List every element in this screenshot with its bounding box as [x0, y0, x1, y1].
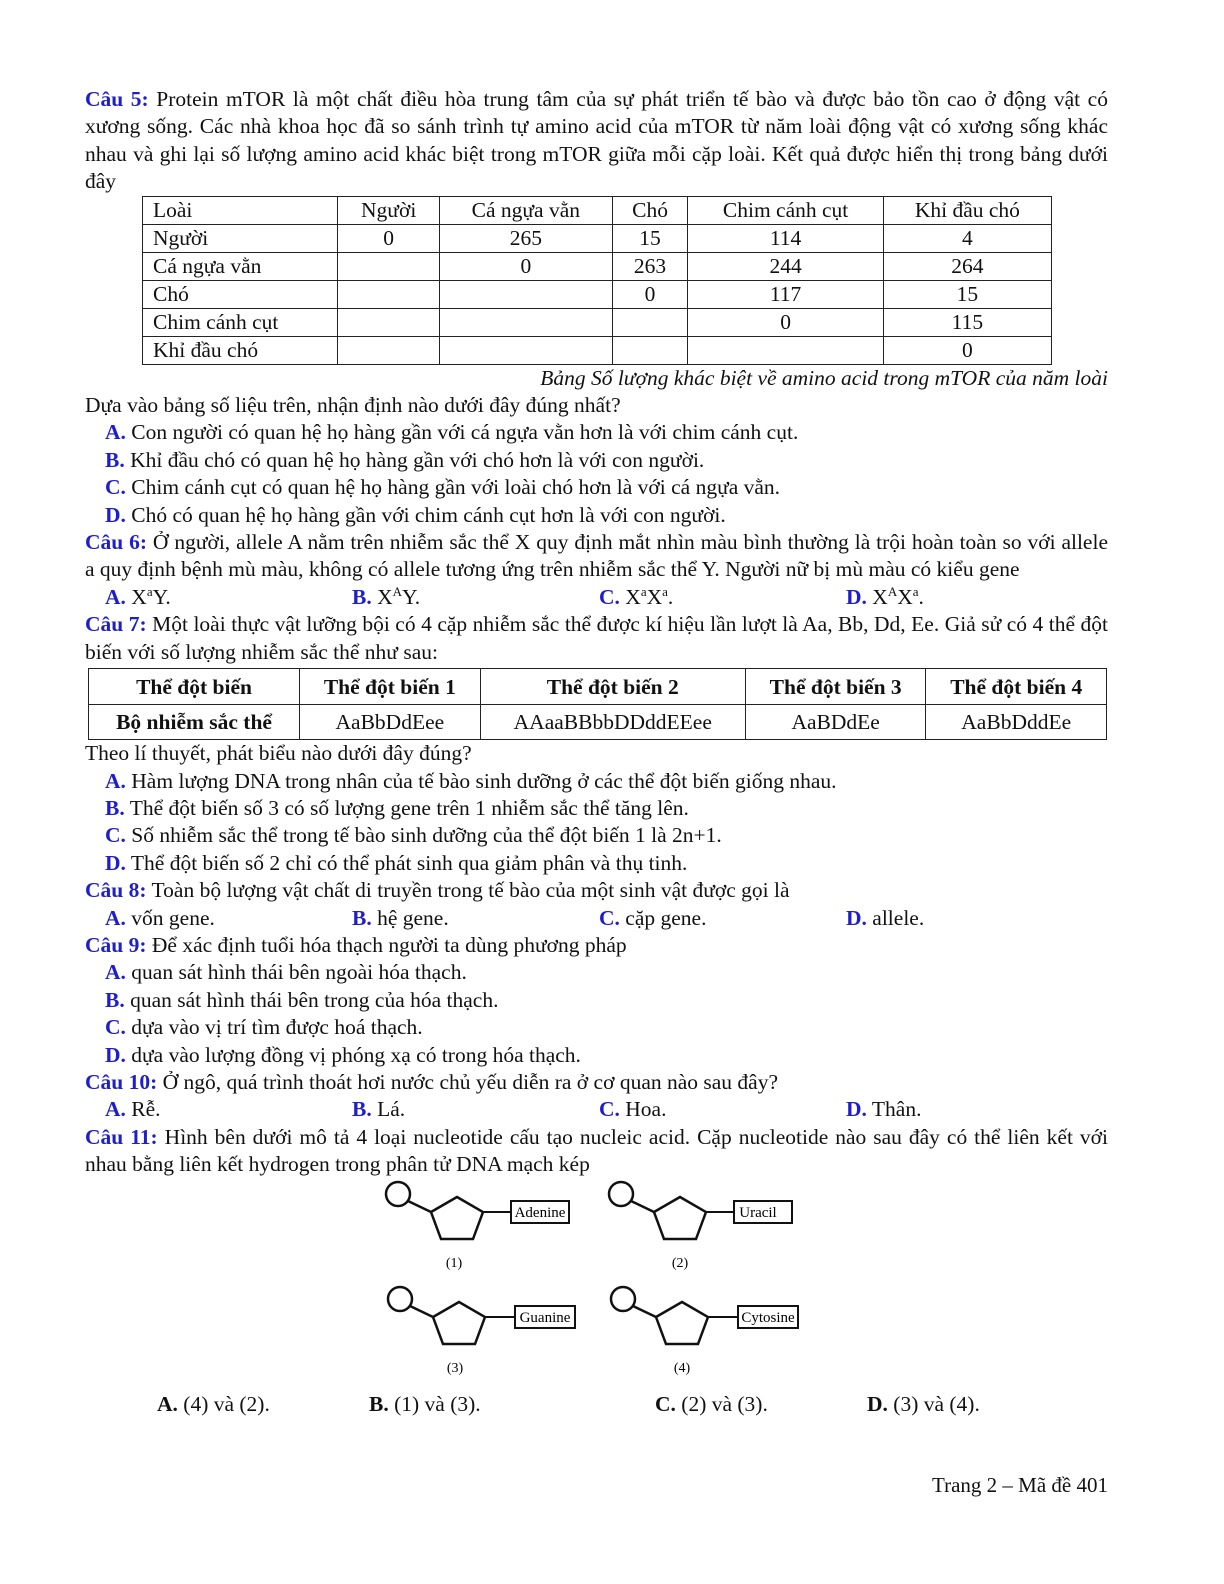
question-label: Câu 7: [85, 612, 147, 637]
option-d[interactable] [85, 1042, 1108, 1069]
table-cell: Chim cánh cụt [143, 308, 338, 336]
nucleotide-3 [385, 1284, 585, 1379]
nucleotide-4 [608, 1284, 808, 1379]
phosphate-icon [611, 1287, 635, 1311]
option-d[interactable] [85, 850, 1108, 877]
option-text: quan sát hình thái bên trong của hóa thạch. [124, 987, 499, 1012]
option-label: B. [352, 905, 372, 930]
option-a[interactable] [105, 905, 352, 932]
table-header: Loài [143, 196, 338, 224]
mtor-table [142, 196, 1052, 365]
option-label: A. [105, 905, 126, 930]
table-cell: 0 [883, 336, 1051, 364]
option-a[interactable] [105, 1096, 352, 1123]
table-cell: Chó [143, 280, 338, 308]
table-header: Thể đột biến 4 [926, 669, 1107, 705]
genotype-part: X [866, 584, 888, 609]
option-text: (1) và (3). [388, 1391, 481, 1416]
base-label: Guanine [519, 1309, 571, 1326]
option-d[interactable]: D. $X^AX^a$. [846, 583, 924, 609]
option-label: D. [105, 850, 126, 875]
exam-page [85, 86, 1108, 1418]
pentose-sugar-icon [656, 1302, 708, 1344]
genotype-sup: A [887, 583, 898, 599]
nucleotide-figure [85, 1179, 1108, 1389]
option-b[interactable] [369, 1391, 655, 1418]
table-cell [338, 336, 440, 364]
option-text: vốn gene. [125, 905, 215, 930]
genotype-sup: a [912, 583, 919, 599]
table-cell: Khỉ đầu chó [143, 336, 338, 364]
question-6 [85, 529, 1108, 584]
table-cell: AaBbDdEee [300, 705, 481, 740]
table-row [143, 280, 1052, 308]
table-cell [612, 336, 688, 364]
option-label: D. [105, 1042, 126, 1067]
option-label: D. [867, 1391, 888, 1416]
question-label: Câu 10: [85, 1069, 158, 1094]
option-label: B. [352, 1097, 372, 1122]
table-header: Chim cánh cụt [688, 196, 883, 224]
table-cell: 0 [338, 224, 440, 252]
table-cell: AAaaBBbbDDddEEee [480, 705, 745, 740]
table-header: Cá ngựa vằn [440, 196, 613, 224]
options-row [85, 1391, 1108, 1418]
table-cell: Cá ngựa vằn [143, 252, 338, 280]
option-label: B. [105, 987, 125, 1012]
option-text: dựa vào lượng đồng vị phóng xạ có trong hóa thạch. [125, 1042, 581, 1067]
option-label: C. [105, 1015, 126, 1040]
nucleotide-number: (1) [445, 1255, 463, 1271]
question-11 [85, 1124, 1108, 1179]
genotype-sup: a [146, 583, 153, 599]
question-9 [85, 932, 1108, 959]
table-cell: 263 [612, 252, 688, 280]
table-row [143, 336, 1052, 364]
table-header: Chó [612, 196, 688, 224]
option-label: A. [157, 1391, 178, 1416]
option-label: A. [105, 584, 126, 609]
genotype-part: X [125, 584, 147, 609]
genotype-part: X [646, 584, 663, 609]
option-label: D. [846, 584, 867, 609]
table-cell [440, 308, 613, 336]
option-a[interactable] [157, 1391, 369, 1418]
options-row [85, 1096, 1108, 1123]
option-label: B. [352, 584, 372, 609]
table-row [143, 224, 1052, 252]
option-label: D. [846, 1097, 867, 1122]
option-text: Hoa. [619, 1097, 667, 1122]
option-text: (4) và (2). [177, 1391, 270, 1416]
option-text: Chim cánh cụt có quan hệ họ hàng gần với loài chó hơn là với cá ngựa vằn. [125, 475, 781, 500]
option-label: A. [105, 960, 126, 985]
option-label: D. [846, 905, 867, 930]
option-label: B. [105, 447, 125, 472]
base-label: Adenine [514, 1204, 566, 1221]
option-a[interactable] [85, 768, 1108, 795]
option-text: allele. [866, 905, 925, 930]
phosphate-icon [609, 1182, 633, 1206]
option-b[interactable] [352, 584, 599, 611]
question-8 [85, 877, 1108, 904]
option-c[interactable] [85, 822, 1108, 849]
table-row [89, 705, 1107, 740]
nucleotide-2 [606, 1179, 806, 1274]
option-text: quan sát hình thái bên ngoài hóa thạch. [125, 960, 467, 985]
option-c[interactable] [599, 905, 846, 932]
genotype-sup: a [640, 583, 647, 599]
phosphate-icon [388, 1287, 412, 1311]
question-text: Để xác định tuổi hóa thạch người ta dùng phương pháp [146, 932, 627, 957]
option-label: C. [655, 1391, 676, 1416]
table-cell: 0 [440, 252, 613, 280]
question-text: Toàn bộ lượng vật chất di truyền trong tế bào của một sinh vật được gọi là [146, 878, 790, 903]
table-cell [338, 308, 440, 336]
option-text: (2) và (3). [675, 1391, 768, 1416]
mutant-table [88, 668, 1107, 740]
option-label: B. [105, 795, 125, 820]
table-header: Thể đột biến 2 [480, 669, 745, 705]
option-d[interactable] [846, 1096, 1093, 1123]
genotype-part: X [619, 584, 641, 609]
option-label: D. [105, 502, 126, 527]
option-text: Con người có quan hệ họ hàng gần với cá ngựa vằn hơn là với chim cánh cụt. [125, 420, 799, 445]
question-text: Một loài thực vật lưỡng bội có 4 cặp nhiễm sắc thể được kí hiệu lần lượt là Aa, Bb, Dd, Ee. Giả sử có 4 thể đột biến với số lượng nhiễm sắc thể như sau: [85, 612, 1108, 664]
genotype-part: X [371, 584, 393, 609]
table-row [143, 252, 1052, 280]
question-10 [85, 1069, 1108, 1096]
table-cell: 115 [883, 308, 1051, 336]
option-a[interactable] [85, 959, 1108, 986]
option-text: Thể đột biến số 2 chỉ có thể phát sinh qua giảm phân và thụ tinh. [125, 850, 688, 875]
nucleotide-number: (3) [446, 1360, 464, 1376]
option-label: A. [105, 768, 126, 793]
option-c[interactable] [599, 1096, 846, 1123]
option-label: A. [105, 420, 126, 445]
option-c[interactable]: C. $X^aX^a$. [599, 583, 674, 609]
table-header-row [143, 196, 1052, 224]
genotype-sup: a [662, 583, 668, 599]
option-text: hệ gene. [371, 905, 449, 930]
table-cell: 244 [688, 252, 883, 280]
option-text: Khỉ đầu chó có quan hệ họ hàng gần với chó hơn là với con người. [124, 447, 705, 472]
question-label: Câu 6: [85, 530, 148, 555]
question-prompt: Dựa vào bảng số liệu trên, nhận định nào dưới đây đúng nhất? [85, 393, 621, 418]
option-c[interactable] [655, 1391, 867, 1418]
question-5 [85, 86, 1108, 196]
pentose-sugar-icon [654, 1197, 706, 1239]
genotype-part: Y. [402, 584, 421, 609]
table-cell: 15 [883, 280, 1051, 308]
table-cell: AaBDdEe [745, 705, 926, 740]
option-b[interactable] [352, 1096, 599, 1123]
option-text: cặp gene. [619, 905, 707, 930]
question-label: Câu 8: [85, 878, 147, 903]
option-text: Thể đột biến số 3 có số lượng gene trên 1 nhiễm sắc thể tăng lên. [124, 795, 689, 820]
table-cell: 264 [883, 252, 1051, 280]
table-cell: 117 [688, 280, 883, 308]
page-footer: Trang 2 – Mã đề 401 [932, 1473, 1108, 1497]
option-a[interactable] [85, 419, 1108, 446]
genotype-part: X [897, 584, 913, 609]
question-prompt: Theo lí thuyết, phát biểu nào dưới đây đúng? [85, 741, 472, 766]
option-b[interactable] [352, 905, 599, 932]
table-header-row [89, 669, 1107, 705]
option-text: Rễ. [125, 1097, 161, 1122]
table-cell [440, 280, 613, 308]
option-d[interactable] [867, 1391, 1079, 1418]
table-header: Người [338, 196, 440, 224]
question-text: Hình bên dưới mô tả 4 loại nucleotide cấu tạo nucleic acid. Cặp nucleotide nào sau đây có thể liên kết với nhau bằng liên kết hydrogen trong phân tử DNA mạch kép [85, 1124, 1108, 1177]
option-text: Chó có quan hệ họ hàng gần với chim cánh cụt hơn là với con người. [125, 502, 726, 527]
option-b[interactable] [85, 795, 1108, 822]
question-text: Protein mTOR là một chất điều hòa trung tâm của sự phát triển tế bào và được bảo tồn cao ở động vật có xương sống. Các nhà khoa học đã so sánh trình tự amino acid của mTOR từ năm loài động vật có xương sống khác nhau và ghi lại số lượng amino acid khác biệt trong mTOR giữa mỗi cặp loài. Kết quả được hiển thị trong bảng dưới đây [85, 87, 1108, 194]
option-b[interactable] [85, 447, 1108, 474]
phosphate-icon [386, 1182, 410, 1206]
table-cell: Người [143, 224, 338, 252]
option-c[interactable] [85, 474, 1108, 501]
option-label: C. [105, 823, 126, 848]
base-label: Uracil [739, 1204, 777, 1221]
table-caption: Bảng Số lượng khác biệt về amino acid trong mTOR của năm loài [540, 365, 1108, 390]
base-label: Cytosine [741, 1309, 795, 1326]
option-text: Lá. [371, 1097, 406, 1122]
option-text: (3) và (4). [887, 1391, 980, 1416]
table-cell: 0 [688, 308, 883, 336]
nucleotide-1 [383, 1179, 583, 1274]
option-text: Thân. [866, 1097, 922, 1122]
question-text: Ở người, allele A nằm trên nhiễm sắc thể X quy định mắt nhìn màu bình thường là trội hoàn toàn so với allele a quy định bệnh mù màu, không có allele tương ứng trên nhiễm sắc thể Y. Người nữ bị mù màu có kiểu gene [85, 530, 1108, 582]
table-header: Khỉ đầu chó [883, 196, 1051, 224]
option-d[interactable] [846, 905, 1093, 932]
table-row-label: Bộ nhiễm sắc thể [89, 705, 300, 740]
options-row [85, 584, 1108, 611]
table-header: Thể đột biến 1 [300, 669, 481, 705]
option-label: A. [105, 1097, 126, 1122]
option-c[interactable] [85, 1014, 1108, 1041]
option-text: Hàm lượng DNA trong nhân của tế bào sinh dưỡng ở các thể đột biến giống nhau. [125, 768, 837, 793]
option-b[interactable] [85, 987, 1108, 1014]
table-cell: AaBbDddEe [926, 705, 1107, 740]
question-label: Câu 9: [85, 932, 147, 957]
nucleotide-number: (4) [673, 1360, 691, 1376]
option-text: Số nhiễm sắc thể trong tế bào sinh dưỡng của thể đột biến 1 là 2n+1. [125, 823, 722, 848]
table-cell: 4 [883, 224, 1051, 252]
table-cell: 114 [688, 224, 883, 252]
pentose-sugar-icon [431, 1197, 483, 1239]
table-cell [338, 280, 440, 308]
table-cell: 265 [440, 224, 613, 252]
table-cell [440, 336, 613, 364]
nucleotide-number: (2) [671, 1255, 689, 1271]
option-label: C. [105, 475, 126, 500]
genotype-part: Y. [152, 584, 171, 609]
table-cell [688, 336, 883, 364]
table-row [143, 308, 1052, 336]
pentose-sugar-icon [433, 1302, 485, 1344]
table-header: Thể đột biến [89, 669, 300, 705]
table-cell [338, 252, 440, 280]
option-label: C. [599, 905, 620, 930]
option-text: dựa vào vị trí tìm được hoá thạch. [125, 1015, 423, 1040]
question-label: Câu 11: [85, 1124, 158, 1149]
genotype-sup: A [392, 583, 403, 599]
option-a[interactable] [105, 584, 352, 611]
question-7 [85, 611, 1108, 666]
table-cell [612, 308, 688, 336]
option-label: C. [599, 584, 620, 609]
option-label: B. [369, 1391, 389, 1416]
question-label: Câu 5: [85, 87, 149, 111]
table-cell: 15 [612, 224, 688, 252]
table-header: Thể đột biến 3 [745, 669, 926, 705]
option-label: C. [599, 1097, 620, 1122]
question-text: Ở ngô, quá trình thoát hơi nước chủ yếu diễn ra ở cơ quan nào sau đây? [157, 1069, 779, 1094]
options-row [85, 905, 1108, 932]
option-d[interactable] [85, 502, 1108, 529]
table-cell: 0 [612, 280, 688, 308]
